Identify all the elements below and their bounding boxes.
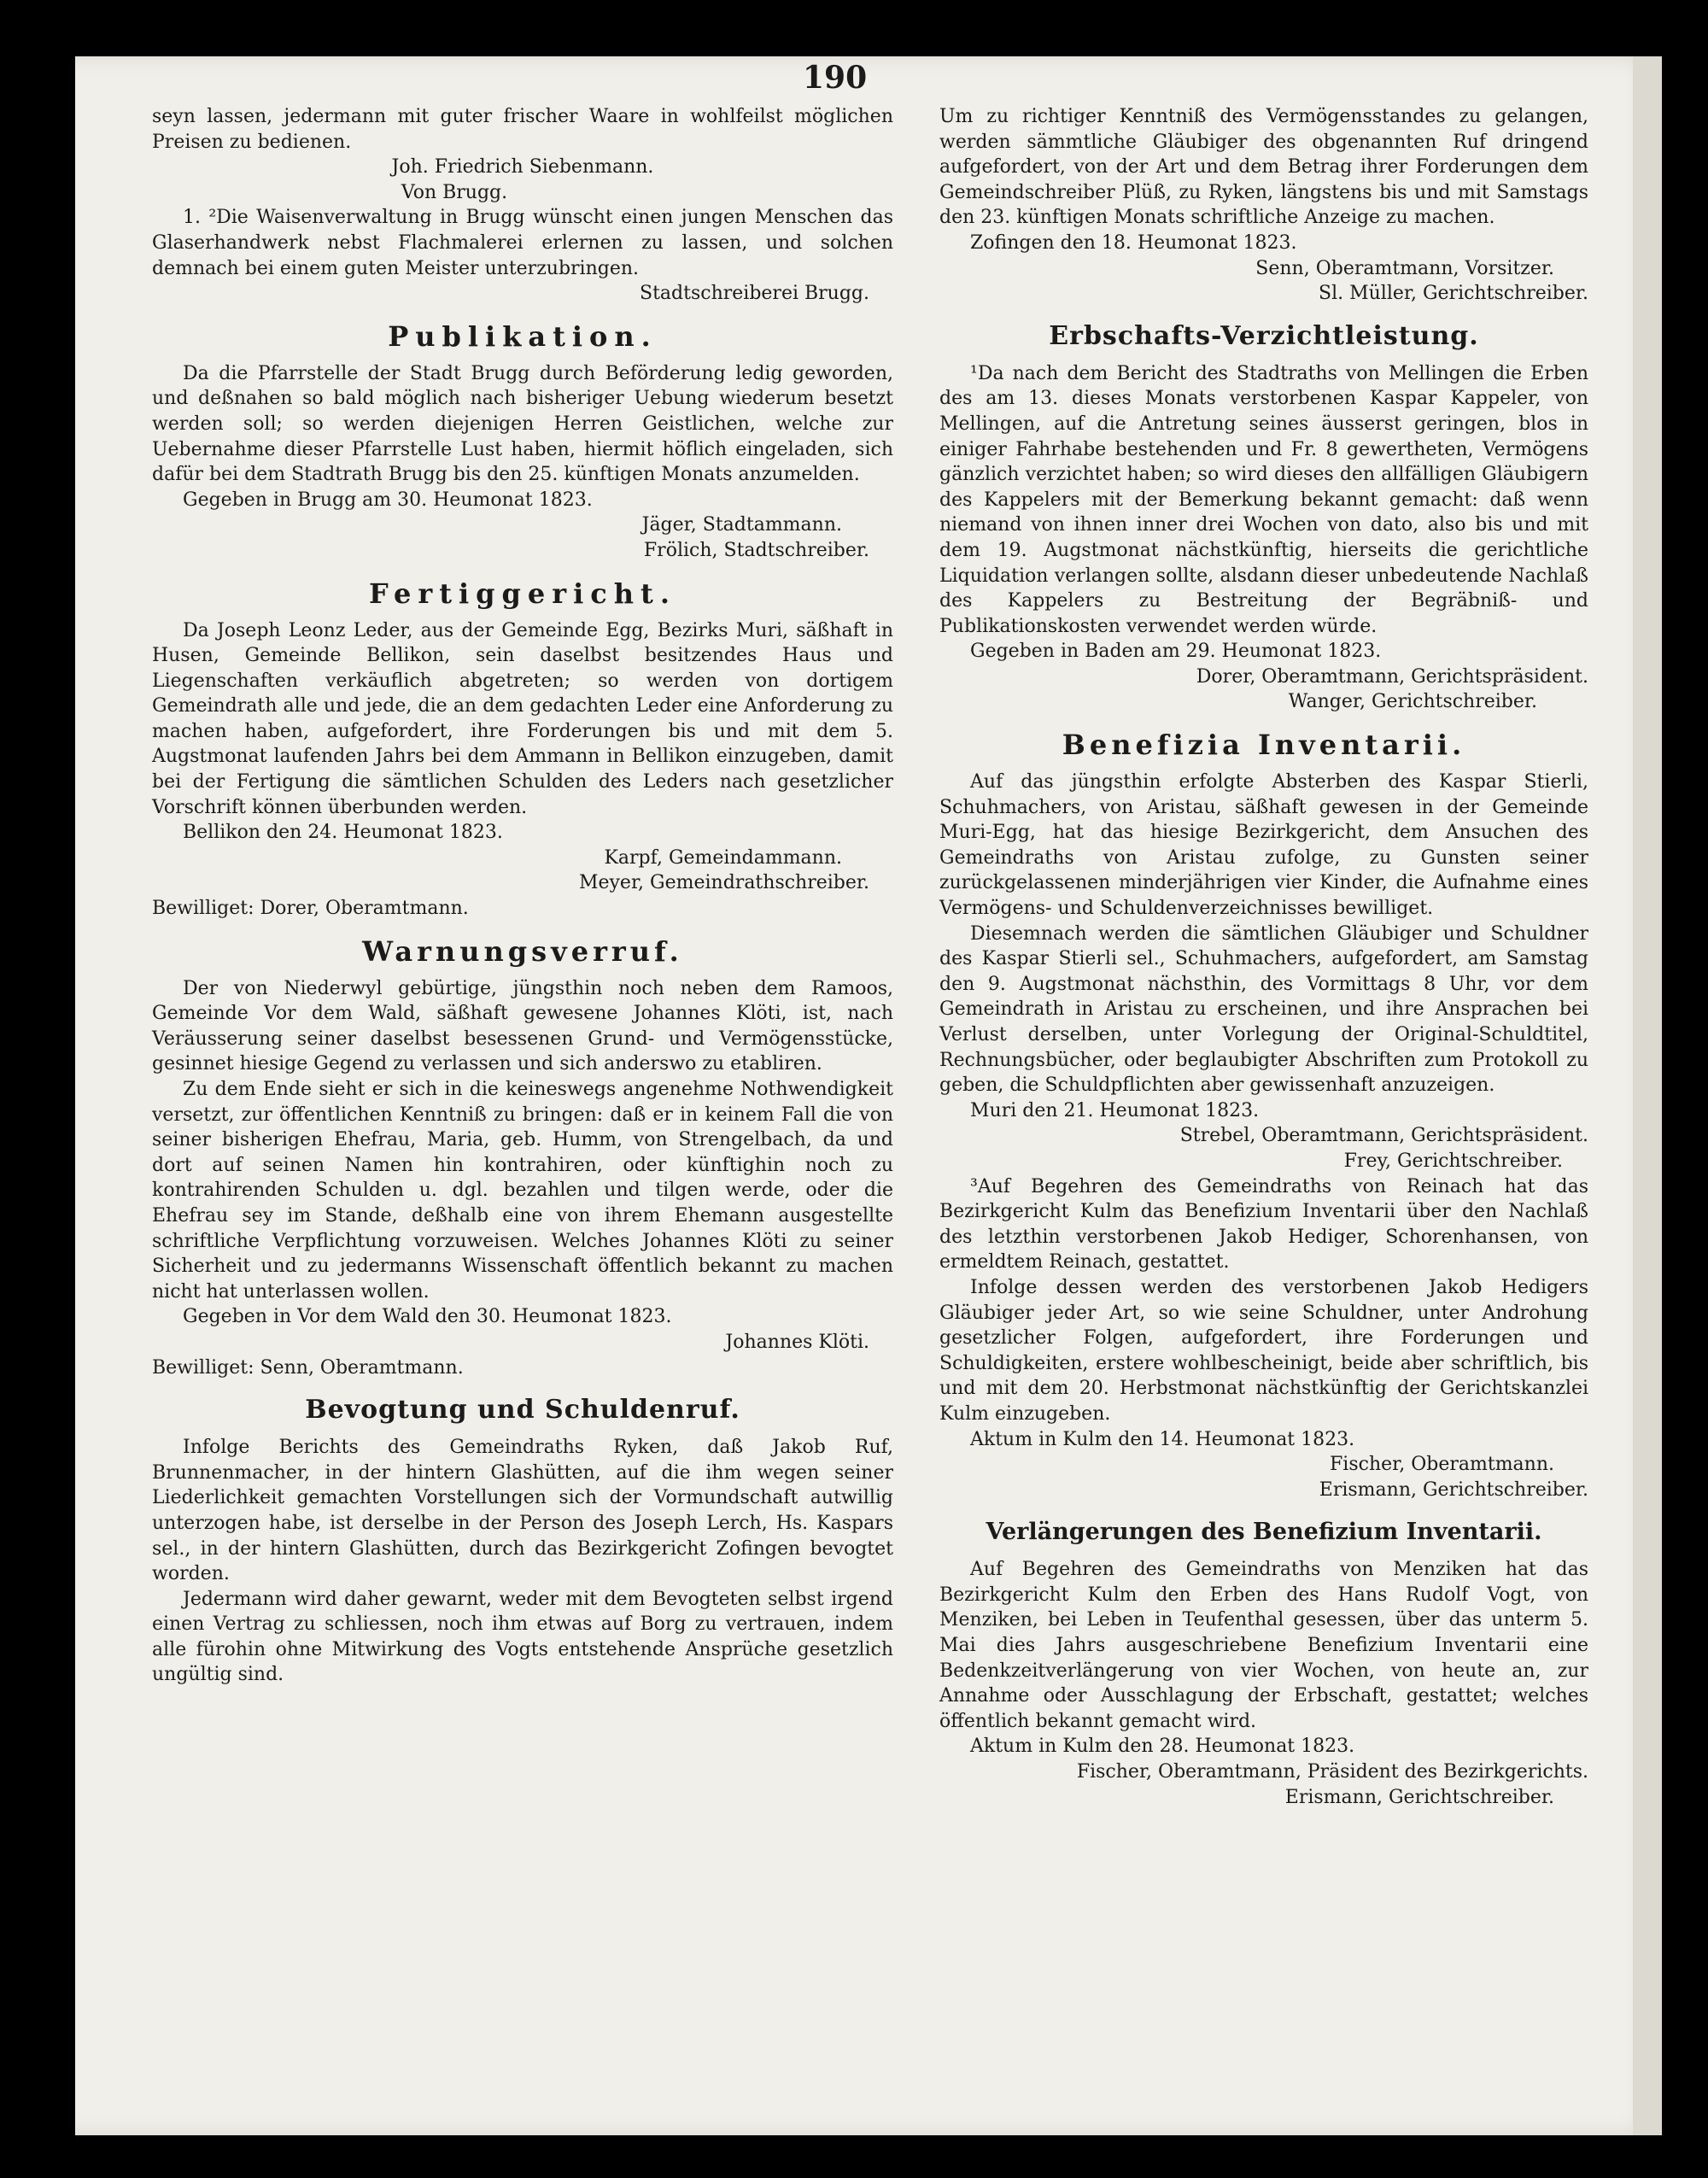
verlaengerung-heading: Verlängerungen des Benefizium Inventarii. — [986, 1519, 1542, 1546]
intro-signature: Joh. Friedrich Siebenmann. — [391, 156, 654, 179]
intro-text: seyn lassen, jedermann mit guter frischer Waare in wohlfeilst möglichen Preisen zu bedienen. — [152, 106, 893, 153]
benefizia-heading: Benefizia Inventarii. — [1062, 729, 1466, 762]
erbschaft-date: Gegeben in Baden am 29. Heumonat 1823. — [970, 641, 1382, 663]
scan-page-edge — [1633, 56, 1662, 2135]
benefizia-signature-2: Frey, Gerichtschreiber. — [1343, 1150, 1563, 1172]
brugg-notice — [152, 180, 893, 307]
bevogtung-notice — [152, 1394, 893, 1688]
right-column — [939, 104, 1588, 1810]
kulm-signature-1: Fischer, Oberamtmann. — [1330, 1454, 1554, 1476]
publikation-signature-1: Jäger, Stadtammann. — [641, 514, 842, 536]
warnungsverruf-text-1: Der von Niederwyl gebürtige, jüngsthin noch neben dem Ramoos, Gemeinde Vor dem Wald, säßhaft gewesene Johannes Klöti, ist, nach Veräusserung seiner daselbst besessenen Grund- und Vermögensstücke, gesinnet hiesige Gegend zu verlassen und sich anderswo zu etabliren. — [152, 977, 893, 1075]
publikation-date: Gegeben in Brugg am 30. Heumonat 1823. — [183, 489, 593, 511]
warnungsverruf-notice — [152, 935, 893, 1381]
fertiggericht-approved: Bewilliget: Dorer, Oberamtmann. — [152, 898, 469, 920]
benefizia-signature-1: Strebel, Oberamtmann, Gerichtspräsident. — [1179, 1125, 1588, 1147]
verlaengerung-date: Aktum in Kulm den 28. Heumonat 1823. — [970, 1736, 1355, 1758]
kulm-text-2: Infolge dessen werden des verstorbenen Jakob Hedigers Gläubiger jeder Art, so wie seine Schuldner, unter Androhung gesetzlicher Folgen, aufgefordert, ihre Forderungen und Schuldigkeiten, erstere wohlbescheinigt, beide aber schriftlich, bis und mit dem 20. Herbstmonat nächstkünftig der Gerichtskanzlei Kulm einzugeben. — [939, 1276, 1588, 1425]
bevogtung-cont-signature-1: Senn, Oberamtmann, Vorsitzer. — [1255, 257, 1554, 279]
verlaengerung-signature-1: Fischer, Oberamtmann, Präsident des Bezirkgerichts. — [1076, 1761, 1588, 1783]
erbschaft-text: ¹Da nach dem Bericht des Stadtraths von Mellingen die Erben des am 13. dieses Monats verstorbenen Kaspar Kappeler, von Mellingen, auf die Antretung seines äusserst geringen, blos in einiger Fahrhabe bestehenden und Fr. 8 gewertheten, Vermögens gänzlich verzichtet haben; so wird dieses den allfälligen Gläubigern des Kappelers mit der Bemerkung bekannt gemacht: daß wenn niemand von ihnen inner drei Wochen von dato, also bis und mit dem 19. Augstmonat nächstkünftig, hierseits die gerichtliche Liquidation verlangen sollte, alsdann dieser unbedeutende Nachlaß des Kappelers zu Bestreitung der Begräbniß- und Publikationskosten verwendet werden würde. — [939, 362, 1588, 637]
bevogtung-cont-date: Zofingen den 18. Heumonat 1823. — [970, 231, 1297, 254]
brugg-text: 1. ²Die Waisenverwaltung in Brugg wünscht einen jungen Menschen das Glaserhandwerk nebst Flachmalerei erlernen zu lassen, und solchen demnach bei einem guten Meister unterzubringen. — [152, 207, 893, 279]
erbschaft-signature-2: Wanger, Gerichtschreiber. — [1288, 691, 1537, 713]
verlaengerung-text: Auf Begehren des Gemeindraths von Menziken hat das Bezirkgericht Kulm den Erben des Hans Rudolf Vogt, von Menziken, bei Leben in Teufenthal gesessen, über das unterm 5. Mai dies Jahrs ausgeschriebene Benefizium Inventarii eine Bedenkzeitverlängerung von vier Wochen, von heute an, zur Annahme oder Ausschlagung der Erbschaft, gestattet; welches öffentlich bekannt gemacht wird. — [939, 1559, 1588, 1732]
benefizia-notice — [939, 729, 1588, 1174]
bevogtung-continuation — [939, 104, 1588, 307]
benefizia-text-1: Auf das jüngsthin erfolgte Absterben des Kaspar Stierli, Schuhmachers, von Aristau, säßhaft gewesen in der Gemeinde Muri-Egg, hat das hiesige Bezirkgericht, dem Ansuchen des Gemeindraths von Aristau zufolge, zu Gunsten seiner zurückgelassenen minderjährigen vier Kinder, die Aufnahme eines Vermögens- und Schuldenverzeichnisses bewilliget. — [939, 771, 1588, 920]
warnungsverruf-approved: Bewilliget: Senn, Oberamtmann. — [152, 1356, 464, 1379]
brugg-place: Von Brugg. — [401, 181, 508, 203]
fertiggericht-text: Da Joseph Leonz Leder, aus der Gemeinde Egg, Bezirks Muri, säßhaft in Husen, Gemeinde Bellikon, sein daselbst besitzendes Haus und Liegenschaften verkäuflich abgetreten; so werden von dortigem Gemeindrath alle und jede, die an dem gedachten Leder eine Anforderung zu machen haben, aufgefordert, ihre Forderungen bis und mit dem 5. Augstmonat laufenden Jahrs bei dem Ammann in Bellikon einzugeben, damit bei der Fertigung die sämtlichen Schulden des Leders nach gesetzlicher Vorschrift können überbunden werden. — [152, 619, 893, 818]
page-number: 190 — [803, 60, 868, 96]
intro-notice — [152, 104, 893, 180]
bevogtung-cont-signature-2: Sl. Müller, Gerichtschreiber. — [1319, 283, 1588, 305]
fertiggericht-signature-1: Karpf, Gemeindammann. — [604, 846, 842, 869]
brugg-signature: Stadtschreiberei Brugg. — [640, 283, 869, 305]
verlaengerung-signature-2: Erismann, Gerichtschreiber. — [1284, 1786, 1554, 1808]
warnungsverruf-text-2: Zu dem Ende sieht er sich in die keineswegs angenehme Nothwendigkeit versetzt, zur öffentlichen Kenntniß zu bringen: daß er in keinem Fall die von seiner bisherigen Ehefrau, Maria, geb. Humm, von Strengelbach, da und dort auf seinen Namen hin kontrahiren, oder künftighin noch zu kontrahirenden Schulden u. dgl. bezahlen und tilgen werde, oder die Ehefrau sey im Stande, deßhalb eine von ihrem Ehemann ausgestellte schriftliche Verpflichtung vorzuweisen. Welches Johannes Klöti zu seiner Sicherheit und zu jedermanns Wissenschaft öffentlich bekannt zu machen nicht hat unterlassen wollen. — [152, 1079, 893, 1303]
bevogtung-heading: Bevogtung und Schuldenruf. — [305, 1395, 740, 1426]
left-column — [152, 104, 893, 1688]
benefizia-text-2: Diesemnach werden die sämtlichen Gläubiger und Schuldner des Kaspar Stierli sel., Schuhmachers, aufgefordert, am Samstag den 9. Augstmonat nächsthin, des Vormittags 8 Uhr, vor dem Gemeindrath in Aristau zu erscheinen, und ihre Ansprachen bei Verlust derselben, unter Vorlegung der Original-Schuldtitel, Rechnungsbücher, oder beglaubigter Abschriften zum Protokoll zu geben, die Schuldpflichten aber gewissenhaft anzuzeigen. — [939, 922, 1588, 1097]
kulm-date: Aktum in Kulm den 14. Heumonat 1823. — [970, 1428, 1355, 1450]
warnungsverruf-date: Gegeben in Vor dem Wald den 30. Heumonat 1823. — [183, 1306, 672, 1328]
fertiggericht-notice — [152, 577, 893, 922]
bevogtung-text-2: Jedermann wird daher gewarnt, weder mit dem Bevogteten selbst irgend einen Vertrag zu schliessen, noch ihm etwas auf Borg zu vertrauen, indem alle fürohin ohne Mitwirkung des Vogts entstehende Ansprüche gesetzlich ungültig sind. — [152, 1588, 893, 1686]
benefizia-date: Muri den 21. Heumonat 1823. — [970, 1099, 1260, 1121]
publikation-signature-2: Frölich, Stadtschreiber. — [643, 539, 869, 561]
bevogtung-text-1: Infolge Berichts des Gemeindraths Ryken, daß Jakob Ruf, Brunnenmacher, in der hintern Glashütten, auf die ihm wegen seiner Liederlichkeit gemachten Vorstellungen sich der Vormundschaft autwillig unterzogen habe, ist derselbe in der Person des Joseph Lerch, Hs. Kaspars sel., in der hintern Glashütten, durch das Bezirkgericht Zofingen bevogtet worden. — [152, 1437, 893, 1585]
publikation-heading: Publikation. — [388, 319, 658, 353]
erbschaft-notice — [939, 320, 1588, 715]
fertiggericht-signature-2: Meyer, Gemeindrathschreiber. — [578, 872, 869, 894]
bevogtung-cont-text: Um zu richtiger Kenntniß des Vermögensstandes zu gelangen, werden sämmtliche Gläubiger des obgenannten Ruf dringend aufgefordert, von der Art und dem Betrag ihrer Forderungen dem Gemeindschreiber Plüß, zu Ryken, längstens bis und mit Samstags den 23. künftigen Monats schriftliche Anzeige zu machen. — [939, 106, 1588, 229]
publikation-notice — [152, 320, 893, 564]
fertiggericht-heading: Fertiggericht. — [369, 577, 676, 610]
publikation-text: Da die Pfarrstelle der Stadt Brugg durch Beförderung ledig geworden, und deßnahen so bald möglich nach bisheriger Uebung wiederum besetzt werden soll; so werden diejenigen Herren Geistlichen, welche zur Uebernahme dieser Pfarrstelle Lust haben, hiermit höflich eingeladen, sich dafür bei dem Stadtrath Brugg bis den 25. künftigen Monats anzumelden. — [152, 362, 893, 486]
erbschaft-heading: Erbschafts-Verzichtleistung. — [1049, 320, 1479, 351]
kulm-text-1: ³Auf Begehren des Gemeindraths von Reinach hat das Bezirkgericht Kulm das Benefizium Inventarii über den Nachlaß des letzthin verstorbenen Jakob Hediger, Schorenhansen, von ermeldtem Reinach, gestattet. — [939, 1175, 1588, 1273]
warnungsverruf-signature: Johannes Klöti. — [725, 1331, 869, 1353]
kulm-signature-2: Erismann, Gerichtschreiber. — [1319, 1478, 1588, 1501]
kulm-notice — [939, 1174, 1588, 1503]
erbschaft-signature-1: Dorer, Oberamtmann, Gerichtspräsident. — [1196, 665, 1588, 688]
warnungsverruf-heading: Warnungsverruf. — [362, 934, 683, 968]
fertiggericht-date: Bellikon den 24. Heumonat 1823. — [183, 822, 503, 844]
verlaengerung-notice — [939, 1516, 1588, 1810]
